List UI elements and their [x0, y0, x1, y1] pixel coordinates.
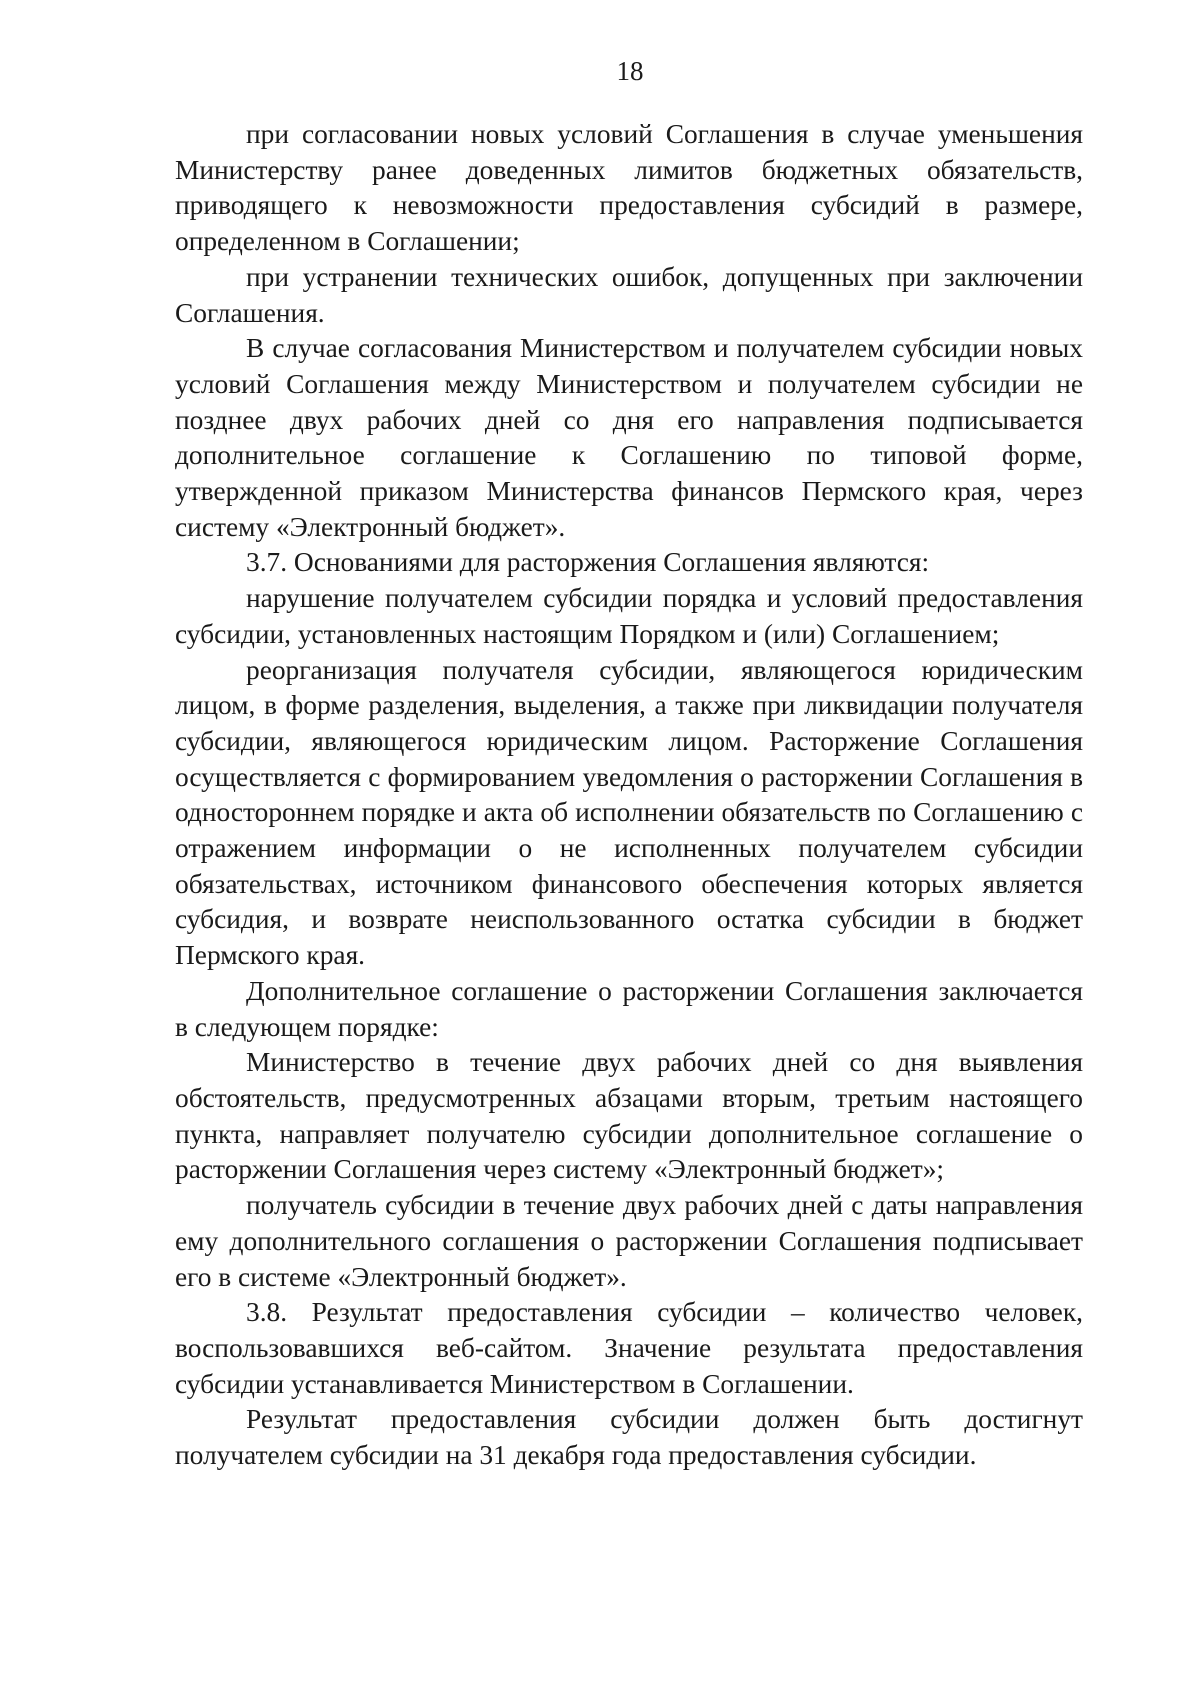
paragraph-ministry-sends: Министерство в течение двух рабочих дней со дня выявления обстоятельств, предусмотренных абзацами вторым, третьим настоящего пункта, направляет получателю субсидии дополнительное соглашение о расторжении Соглашения через систему «Электронный бюджет»; — [175, 1047, 1083, 1185]
paragraph-result-deadline: Результат предоставления субсидии должен быть достигнут получателем субсидии на 31 декабря года предоставления субсидии. — [175, 1404, 1083, 1471]
page-number: 18 — [616, 56, 644, 86]
paragraph-recipient-signs: получатель субсидии в течение двух рабочих дней с даты направления ему дополнительного соглашения о расторжении Соглашения подписывает его в системе «Электронный бюджет». — [175, 1190, 1083, 1292]
paragraph-3-8-result: 3.8. Результат предоставления субсидии – количество человек, воспользовавшихся веб-сайтом. Значение результата предоставления субсидии устанавливается Министерством в Соглашении. — [175, 1297, 1083, 1399]
paragraph-technical-errors: при устранении технических ошибок, допущенных при заключении Соглашения. — [175, 261, 1083, 328]
paragraph-reorganization: реорганизация получателя субсидии, являющегося юридическим лицом, в форме разделения, выделения, а также при ликвидации получателя субсидии, являющегося юридическим лицом. Расторжение Соглашения осуществляется с формированием уведомления о расторжении Соглашения в одностороннем порядке и акта об исполнении обязательств по Соглашению с отражением информации о не исполненных получателем субсидии обязательствах, источником финансового обеспечения которых является субсидия, и возврате неиспользованного остатка субсидии в бюджет Пермского края. — [175, 654, 1083, 971]
paragraph-new-conditions: В случае согласования Министерством и получателем субсидии новых условий Соглашения между Министерством и получателем субсидии не позднее двух рабочих дней со дня его направления подписывается дополнительное соглашение к Соглашению по типовой форме, утвержденной приказом Министерства финансов Пермского края, через систему «Электронный бюджет». — [175, 333, 1083, 542]
paragraph-termination-order: Дополнительное соглашение о расторжении Соглашения заключается в следующем порядке: — [175, 975, 1083, 1042]
paragraph-3-7-heading: 3.7. Основаниями для расторжения Соглашения являются: — [246, 547, 930, 578]
paragraph-violation: нарушение получателем субсидии порядка и условий предоставления субсидии, установленных настоящим Порядком и (или) Соглашением; — [175, 583, 1083, 649]
document-body — [175, 117, 1083, 1474]
paragraph-reduced-limits: при согласовании новых условий Соглашения в случае уменьшения Министерству ранее доведенных лимитов бюджетных обязательств, приводящего к невозможности предоставления субсидий в размере, определенном в Соглашении; — [175, 119, 1083, 257]
